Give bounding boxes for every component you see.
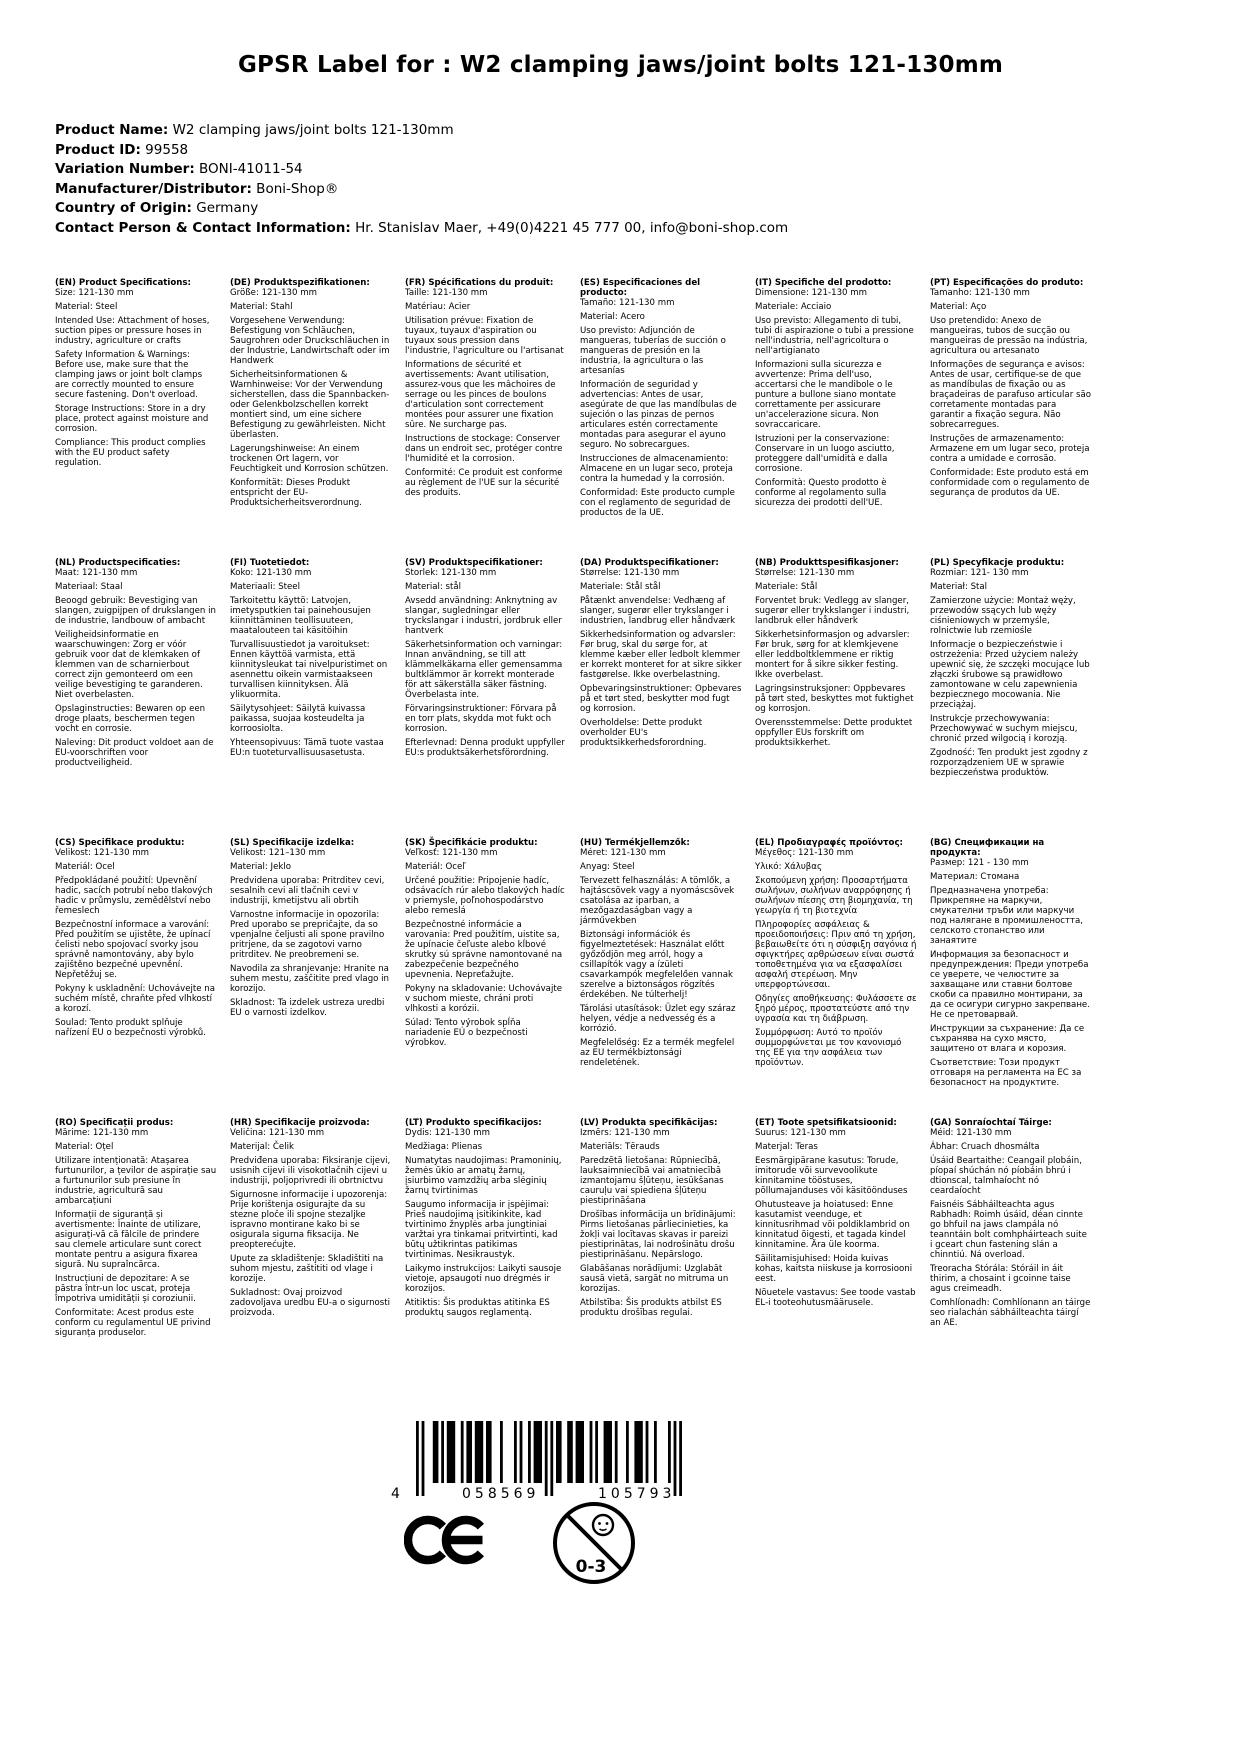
spec-block-line: Dimensione: 121-130 mm [755,288,867,298]
spec-block-fi [230,558,392,758]
spec-block-line: Opbevaringsinstruktioner: Opbevares på et tørt sted, beskytter mod fugt og korrosion. [580,684,742,714]
spec-block-line: Информация за безопасност и предупреждения: Преди употреба се уверете, че челюстите за захващане или ставни болтове скоби са правилно монтирани, за да се осигури сигурно закрепване. Не се претоварвай. [930,950,1090,1020]
barcode-right-group-digits: 105793 [598,1486,676,1502]
spec-block-line: Información de seguridad y advertencias: Antes de usar, asegúrate de que las mandíbulas de sujeción o las pinzas de pernos articulares estén correctamente montadas para asegurar el ayuno seguro. No sobrecargues. [580,380,737,450]
spec-block-line: Turvallisuustiedot ja varoitukset: Ennen käyttöä varmista, että kiinnitysleukat tai nivelpuristimet on asennettu oikein varmistaakseen turvallisen kiinnityksen. Älä ylikuormita. [230,640,388,700]
product-info-row [55,180,1155,200]
product-info-value: Hr. Stanislav Maer, +49(0)4221 45 777 00, info@boni-shop.com [350,219,789,236]
spec-block-header: (ES) Especificaciones del producto: [580,278,701,298]
spec-block-line: Informations de sécurité et avertissements: Avant utilisation, assurez-vous que les mâchoires de serrage ou les pinces de boulons d'articulation sont correctement montées pour assurer une fixation sûre. Ne surcharge pas. [405,360,556,430]
spec-block-line: Opslaginstructies: Bewaren op een droge plaats, beschermen tegen vocht en corrosie. [55,704,206,734]
spec-block-line: Utilizare intenționată: Atașarea furtunurilor, a țevilor de aspirație sau a furtunurilor sub presiune în industrie, agricultură sau ambarcațiuni [55,1156,217,1206]
spec-block-fr [405,278,567,498]
spec-block-header: (PL) Specyfikacje produktu: [930,558,1065,568]
spec-block-header: (HU) Termékjellemzők: [580,838,690,848]
spec-block-header: (NL) Productspecificaties: [55,558,181,568]
spec-block-line: Material: stål [405,582,462,592]
spec-block-line: Nõuetele vastavus: See toode vastab EL-i tooteohutusmäärusele. [755,1288,916,1308]
spec-block-line: Izmērs: 121-130 mm [580,1128,670,1138]
spec-block-line: Dydis: 121-130 mm [405,1128,491,1138]
spec-block-line: Materiál: Oceľ [405,862,466,872]
spec-block-line: Suurus: 121-130 mm [755,1128,846,1138]
product-info-value: Boni-Shop® [251,180,339,197]
product-info-value: 99558 [140,141,189,158]
spec-block-line: Koko: 121-130 mm [230,568,312,578]
spec-block-es [580,278,742,518]
spec-block-line: Naleving: Dit product voldoet aan de EU-voorschriften voor productveiligheid. [55,738,214,768]
spec-block-header: (FR) Spécifications du produit: [405,278,554,288]
age-warning-0-3-icon [549,1496,639,1590]
page-title: GPSR Label for : W2 clamping jaws/joint bolts 121-130mm [237,52,1004,78]
spec-block-line: Uso previsto: Adjunción de mangueras, tuberías de succión o mangueras de presión en la industria, la agricultura o las artesanías [580,326,726,376]
spec-block-line: Sikkerhedsinformation og advarsler: Før brug, skal du sørge for, at klemme kæber eller ledbolt klemmer er korrekt monteret for at sikre sikker fastgørelse. Ikke overbelastning. [580,630,742,680]
spec-block-line: Materiale: Stål [755,582,818,592]
spec-block-hu [580,838,742,1068]
spec-block-line: Materiaal: Staal [55,582,123,592]
spec-block-cs [55,838,217,1038]
spec-block-header: (DE) Produktspezifikationen: [230,278,370,288]
spec-block-lv [580,1118,742,1318]
spec-block-line: Säilytysohjeet: Säilytä kuivassa paikassa, suojaa kosteudelta ja korroosiolta. [230,704,366,734]
product-info-value: W2 clamping jaws/joint bolts 121-130mm [168,122,454,138]
product-info-row [55,160,1155,180]
product-info-label: Country of Origin: [55,200,192,216]
spec-block-line: Istruzioni per la conservazione: Conservare in un luogo asciutto, proteggere dall'umidità e dalla corrosione. [755,434,895,474]
spec-block-line: Instruções de armazenamento: Armazene em um lugar seco, proteja contra a umidade e corrosão. [930,434,1090,464]
spec-block-header: (FI) Tuotetiedot: [230,558,310,568]
spec-block-line: Medžiaga: Plienas [405,1142,483,1152]
spec-block-line: Laikymo instrukcijos: Laikyti sausoje vietoje, apsaugoti nuo drėgmės ir korozijos. [405,1264,562,1294]
spec-block-line: Navodila za shranjevanje: Hranite na suhem mestu, zaščitite pred vlago in korozijo. [230,964,389,994]
spec-block-ro [55,1118,217,1338]
spec-block-line: Materjal: Teras [755,1142,818,1152]
spec-block-line: Tarkoitettu käyttö: Latvojen, imetysputkien tai painehousujen kiinnittäminen teollisuuteen, maatalouteen tai käsitöihin [230,596,371,636]
spec-block-header: (SL) Specifikacije izdelka: [230,838,355,848]
spec-block-line: Intended Use: Attachment of hoses, suction pipes or pressure hoses in industry, agriculture or crafts [55,316,210,346]
spec-block-header: (GA) Sonraíochtaí Táirge: [930,1118,1052,1128]
spec-block-line: Forventet bruk: Vedlegg av slanger, sugerør eller trykkslanger i industri, landbruk eller håndverk [755,596,910,626]
spec-block-line: Paredzētā lietošana: Rūpniecībā, lauksaimniecībā vai amatniecībā izmantojamu šļūteņu, iesūkšanas cauruļu vai spiediena šļūteņu piestiprināšana [580,1156,724,1206]
spec-block-lt [405,1118,567,1318]
spec-block-sl [230,838,392,1018]
spec-block-line: Material: Acero [580,312,645,322]
spec-block-nl [55,558,217,768]
spec-block-line: Material: Stahl [230,302,293,312]
spec-block-line: Materiāls: Tērauds [580,1142,660,1152]
spec-block-hr [230,1118,392,1318]
spec-block-header: (LT) Produkto specifikacijos: [405,1118,542,1128]
spec-block-line: Beoogd gebruik: Bevestiging van slangen, zuigpijpen of drukslangen in de industrie, landbouw of ambacht [55,596,216,626]
spec-block-line: Efterlevnad: Denna produkt uppfyller EU:s produktsäkerhetsförordning. [405,738,565,758]
spec-block-line: Comhlíonadh: Comhlíonann an táirge seo rialachán sábháilteachta táirgí an AE. [930,1298,1091,1328]
spec-block-line: Eesmärgipärane kasutus: Torude, imitorude või survevoolikute kinnitamine tööstuses, põllumajanduses või käsitöönduses [755,1156,908,1196]
spec-block-line: Compliance: This product complies with the EU product safety regulation. [55,438,206,468]
product-info-row [55,199,1155,219]
spec-block-pt [930,278,1092,498]
spec-block-line: Material: Steel [55,302,118,312]
spec-block-line: Инструкции за съхранение: Да се съхранява на сухо място, защитено от влага и корозия. [930,1024,1085,1054]
spec-block-header: (RO) Specificații produs: [55,1118,174,1128]
spec-block-line: Materiál: Ocel [55,862,115,872]
spec-block-header: (PT) Especificações do produto: [930,278,1084,288]
product-info-label: Contact Person & Contact Information: [55,219,351,236]
spec-block-line: Säilitamisjuhised: Hoida kuivas kohas, kaitsta niiskuse ja korrosiooni eest. [755,1254,913,1284]
spec-block-line: Σκοπούμενη χρήση: Προσαρτήματα σωλήνων, σωλήνων αναρρόφησης ή σωλήνων πίεσης στη βιομηχανία, τη γεωργία ή τη βιοτεχνία [755,876,913,916]
spec-block-line: Förvaringsinstruktioner: Förvara på en torr plats, skydda mot fukt och korrosion. [405,704,557,734]
spec-block-header: (SK) Špecifikácie produktu: [405,838,538,848]
spec-block-header: (IT) Specifiche del prodotto: [755,278,892,288]
spec-block-line: Veľkosť: 121-130 mm [405,848,498,858]
spec-block-line: Storlek: 121-130 mm [405,568,497,578]
spec-block-line: Skladnost: Ta izdelek ustreza uredbi EU o varnosti izdelkov. [230,998,385,1018]
spec-block-line: Numatytas naudojimas: Pramoninių, žemės ūkio ar amatų žarnų, įsiurbimo vamzdžių arba slėginių žarnų tvirtinimas [405,1156,562,1196]
spec-block-line: Predvidena uporaba: Pritrditev cevi, sesalnih cevi ali tlačnih cevi v industriji, kmetijstvu ali obrtih [230,876,385,906]
spec-block-line: Materiale: Stål stål [580,582,661,592]
spec-block-line: Úsáid Beartaithe: Ceangail plobáin, píopaí shúchán nó píobáin bhrú i dtionscal, talmhaíocht nó ceardaíocht [930,1156,1082,1196]
product-info-label: Manufacturer/Distributor: [55,180,252,197]
spec-block-nb [755,558,917,748]
spec-block-line: Größe: 121-130 mm [230,288,317,298]
spec-block-line: Sukladnost: Ovaj proizvod zadovoljava uredbu EU-a o sigurnosti proizvoda. [230,1288,391,1318]
spec-block-line: Avsedd användning: Anknytning av slangar, sugledningar eller tryckslangar i industri, jordbruk eller hantverk [405,596,562,636]
spec-block-line: Zamierzone użycie: Montaż węży, przewodów ssących lub węży ciśnieniowych w przemyśle, rolnictwie lub rzemiośle [930,596,1076,636]
spec-block-de [230,278,392,508]
spec-block-sk [405,838,567,1048]
spec-block-line: Bezpečnostní informace a varování: Před použitím se ujistěte, že upínací čelisti nebo spojovací svorky jsou správně namontovány, aby bylo zajištěno bezpečné upevnění. Nepřetěžuj se. [55,920,211,980]
spec-block-line: Velikost: 121–130 mm [230,848,326,858]
spec-block-line: Megfelelőség: Ez a termék megfelel az EU termékbiztonsági rendeletének. [580,1038,735,1068]
spec-block-line: Lagerungshinweise: An einem trockenen Ort lagern, vor Feuchtigkeit und Korrosion schützen. [230,444,389,474]
spec-block-line: Sicherheitsinformationen & Warnhinweise: Vor der Verwendung sicherstellen, dass die Spannbacken- oder Gelenkbolzschellen korrekt montiert sind, um eine sichere Befestigung zu gewährleisten. Nicht überlasten. [230,370,390,440]
spec-block-line: Material: Jeklo [230,862,291,872]
spec-block-line: Lagringsinstruksjoner: Oppbevares på tørt sted, beskyttes mot fuktighet og korrosjon. [755,684,914,714]
spec-block-line: Biztonsági információk és figyelmeztetések: Használat előtt győződjön meg arról, hogy a csillapítók vagy a ízületi csavarkampók megfelelően vannak szerelve a biztonságos rögzítés érdekében. Ne túlterhelj! [580,930,733,1000]
spec-block-line: Yhteensopivuus: Tämä tuote vastaa EU:n tuoteturvallisuusasetusta. [230,738,384,758]
spec-block-header: (HR) Specifikacije proizvoda: [230,1118,370,1128]
product-info-label: Product Name: [55,122,169,138]
spec-block-line: Størrelse: 121-130 mm [580,568,680,578]
spec-block-line: Ábhar: Cruach dhosmálta [930,1142,1040,1152]
spec-block-line: Saugumo informacija ir įspėjimai: Prieš naudojimą įsitikinkite, kad tvirtinimo žnyplės arba jungtiniai varžtai yra tinkamai pritvirtinti, kad būtų užtikrintas patikimas tvirtinimas. Nesikraustyk. [405,1200,558,1260]
spec-block-line: Tárolási utasítások: Üzlet egy száraz helyen, védje a nedvesség és a korrózió. [580,1004,736,1034]
spec-block-line: Overensstemmelse: Dette produktet oppfyller EUs forskrift om produktsikkerhet. [755,718,913,748]
spec-block-line: Matériau: Acier [405,302,471,312]
spec-block-line: Säkerhetsinformation och varningar: Innan användning, se till att klämmelkäkarna eller gemensamma bultklämmor är korrekt monterade för att säkerställa säker fästning. Överbelasta inte. [405,640,563,700]
spec-block-line: Veiligheidsinformatie en waarschuwingen: Zorg er vóór gebruik voor dat de klemkaken of klemmen van de scharnierbout correct zijn gemonteerd om een veilige bevestiging te garanderen. Niet overbelasten. [55,630,203,700]
spec-block-line: Atbilstība: Šis produkts atbilst ES produktu drošības regulai. [580,1298,722,1318]
product-info-label: Variation Number: [55,161,195,177]
spec-block-line: Μέγεθος: 121-130 mm [755,848,854,858]
spec-block-line: Conformitate: Acest produs este conform cu regulamentul UE privind siguranța produselor. [55,1308,211,1338]
spec-block-line: Materijal: Čelik [230,1142,294,1152]
spec-block-line: Určené použitie: Pripojenie hadíc, odsávacích rúr alebo tlakových hadíc v priemysle, poľnohospodárstvo alebo remeslá [405,876,565,916]
baby-face-icon [593,1515,613,1535]
spec-block-line: Conformità: Questo prodotto è conforme al regolamento sulla sicurezza dei prodotti dell'UE. [755,478,887,508]
spec-block-el [755,838,917,1068]
spec-block-line: Pokyny na skladovanie: Uchovávajte v suchom mieste, chráni proti vlhkosti a korózii. [405,984,562,1014]
spec-block-line: Material: Aço [930,302,987,312]
product-info [55,121,1155,238]
spec-block-ga [930,1118,1092,1328]
spec-block-line: Safety Information & Warnings: Before use, make sure that the clamping jaws or joint bolt clamps are correctly mounted to ensure secure fastening. Don't overload. [55,350,203,400]
spec-block-line: Méid: 121-130 mm [930,1128,1012,1138]
spec-block-line: Conformidad: Este producto cumple con el reglamento de seguridad de productos de la UE. [580,488,735,518]
spec-block-line: Informazioni sulla sicurezza e avvertenze: Prima dell'uso, accertarsi che le mandibole o le punture a bullone siano montate correttamente per assicurare un'accelerazione sicura. Non sovraccaricare. [755,360,896,430]
spec-block-line: Pokyny k uskladnění: Uchovávejte na suchém místě, chraňte před vlhkostí a korozí. [55,984,215,1014]
spec-block-bg [930,838,1092,1088]
spec-block-line: Οδηγίες αποθήκευσης: Φυλάσσετε σε ξηρό μέρος, προστατεύστε από την υγρασία και τη διάβρωση. [755,994,917,1024]
spec-block-line: Anyag: Steel [580,862,635,872]
spec-block-header: (DA) Produktspecifikationer: [580,558,719,568]
spec-block-line: Sigurnosne informacije i upozorenja: Prije korištenja osigurajte da su stezne ploče ili spojne stezaljke ispravno montirane kako bi se osigurala sigurna fiksacija. Ne preopterećujte. [230,1190,388,1250]
spec-block-line: Instructions de stockage: Conserver dans un endroit sec, protéger contre l'humidité et la corrosion. [405,434,563,464]
spec-block-line: Varnostne informacije in opozorila: Pred uporabo se prepričajte, da so vpenjalne čeljusti ali spone pravilno pritrjene, da se zagotovi varno pritrditev. Ne preobremeni se. [230,910,385,960]
spec-block-line: Størrelse: 121-130 mm [755,568,855,578]
spec-block-line: Faisnéis Sábháilteachta agus Rabhadh: Roimh úsáid, déan cinnte go bhfuil na jaws clampála nó teanntáin bolt comhpháirteach suite i gceart chun fastening slán a chinntiú. Ná overload. [930,1200,1087,1260]
spec-block-header: (CS) Specifikace produktu: [55,838,185,848]
spec-grid [55,278,1092,1398]
spec-block-line: Tervezett felhasználás: A tömlők, a hajtáscsövek vagy a nyomáscsövek csatolása az iparban, a mezőgazdaságban vagy a járművekben [580,876,735,926]
spec-block-line: Uso previsto: Allegamento di tubi, tubi di aspirazione o tubi a pressione nell'industria, nell'agricoltura o nell'artigianato [755,316,914,356]
ce-mark-icon [404,1512,490,1568]
spec-block-pl [930,558,1092,778]
spec-block-line: Materiale: Acciaio [755,302,832,312]
spec-block-line: Súlad: Tento výrobok spĺňa nariadenie EÚ o bezpečnosti výrobkov. [405,1018,528,1048]
spec-block-line: Taille: 121-130 mm [405,288,488,298]
product-info-value: Germany [191,200,259,216]
spec-block-line: Utilisation prévue: Fixation de tuyaux, tuyaux d'aspiration ou tuyaux sous pression dans l'industrie, l'agriculture ou l'artisanat [405,316,564,356]
barcode-left-group-digits: 058569 [462,1486,540,1502]
spec-block-line: Instrucciones de almacenamiento: Almacene en un lugar seco, proteja contra la humedad y la corrosión. [580,454,733,484]
spec-block-line: Material: Oțel [55,1142,114,1152]
spec-block-line: Informații de siguranță și avertismente: Înainte de utilizare, asigurați-vă că fălcile de prindere sau clemele articulare sunt corect montate pentru a asigura fixarea sigură. Nu supraîncărca. [55,1210,202,1270]
spec-block-line: Upute za skladištenje: Skladištiti na suhom mjestu, zaštititi od vlage i korozije. [230,1254,384,1284]
spec-block-line: Υλικό: Χάλυβας [755,862,822,872]
spec-block-line: Předpokládané použití: Upevnění hadic, sacích potrubí nebo tlakových hadic v průmyslu, zemědělství nebo řemeslech [55,876,213,916]
spec-block-line: Vorgesehene Verwendung: Befestigung von Schläuchen, Saugrohren oder Druckschläuchen in der Industrie, Landwirtschaft oder im Handwerk [230,316,390,366]
spec-block-line: Συμμόρφωση: Αυτό το προϊόν συμμορφώνεται με τον κανονισμό της ΕΕ για την ασφάλεια των προϊόντων. [755,1028,902,1068]
spec-block-sv [405,558,567,758]
spec-block-line: Glabāšanas norādījumi: Uzglabāt sausā vietā, sargāt no mitruma un korozijas. [580,1264,729,1294]
spec-block-line: Informações de segurança e avisos: Antes de usar, certifique-se de que as mandíbulas de fixação ou as braçadeiras de parafuso articular são corretamente montadas para garantir a fixação segura. Não sobrecarregues. [930,360,1091,430]
age-warning-label: 0-3 [575,1557,607,1577]
spec-block-header: (EL) Προδιαγραφές προϊόντος: [755,838,903,848]
spec-block-line: Maat: 121-130 mm [55,568,138,578]
spec-block-line: Påtænkt anvendelse: Vedhæng af slanger, sugerør eller trykslanger i industrien, landbrug eller håndværk [580,596,736,626]
spec-block-line: Mărime: 121-130 mm [55,1128,149,1138]
spec-block-line: Informacje o bezpieczeństwie i ostrzeżenia: Przed użyciem należy upewnić się, że szczęki mocujące lub złączki śrubowe są prawidłowo zamontowane w celu zapewnienia bezpiecznego mocowania. Nie przeciążaj. [930,640,1090,710]
spec-block-line: Materiaali: Steel [230,582,300,592]
spec-block-header: (SV) Produktspecifikationer: [405,558,543,568]
spec-block-line: Размер: 121 - 130 mm [930,858,1029,868]
spec-block-line: Instrukcje przechowywania: Przechowywać w suchym miejscu, chronić przed wilgocią i korozją. [930,714,1078,744]
spec-block-en [55,278,217,468]
spec-block-line: Πληροφορίες ασφάλειας & προειδοποιήσεις: Πριν από τη χρήση, βεβαιωθείτε ότι η σύσφιξη σαγόνια ή σφιγκτήρες αρθρώσεων είναι σωστά τοποθετημένα για να εξασφαλίσει ασφαλή στερέωση. Μην υπερφορτώνεσαι. [755,920,917,990]
spec-block-line: Veličina: 121-130 mm [230,1128,325,1138]
spec-block-line: Tamaño: 121-130 mm [580,298,675,308]
barcode-image [416,1421,682,1496]
spec-block-line: Conformité: Ce produit est conforme au règlement de l'UE sur la sécurité des produits. [405,468,563,498]
spec-block-line: Atitiktis: Šis produktas atitinka ES produktų saugos reglamentą. [405,1298,550,1318]
spec-block-et [755,1118,917,1308]
spec-block-header: (NB) Produkttspesifikasjoner: [755,558,899,568]
barcode-first-digit: 4 [391,1486,400,1502]
spec-block-line: Méret: 121-130 mm [580,848,666,858]
spec-block-line: Bezpečnostné informácie a varovania: Pred použitím, uistite sa, že upínacie čeľuste alebo kĺbové skrutky sú správne namontované na zabezpečenie bezpečného upevnenia. Nepreťažujte. [405,920,563,980]
spec-block-line: Материал: Стомана [930,872,1020,882]
spec-block-line: Velikost: 121-130 mm [55,848,150,858]
product-info-row [55,121,1155,141]
spec-block-line: Drošības informācija un brīdinājumi: Pirms lietošanas pārliecinieties, ka žokļi vai locītavas skavas ir pareizi piestiprinātas, lai nodrošinātu drošu piestiprināšanu. Nepārslogo. [580,1210,736,1260]
spec-block-header: (ET) Toote spetsifikatsioonid: [755,1118,897,1128]
spec-block-line: Konformität: Dieses Produkt entspricht der EU-Produktsicherheitsverordnung. [230,478,362,508]
spec-block-header: (EN) Product Specifications: [55,278,191,288]
spec-block-line: Zgodność: Ten produkt jest zgodny z rozporządzeniem UE w sprawie bezpieczeństwa produktów. [930,748,1088,778]
product-info-row [55,141,1155,161]
spec-block-line: Materiał: Stal [930,582,988,592]
spec-block-line: Size: 121-130 mm [55,288,134,298]
spec-block-line: Soulad: Tento produkt splňuje nařízení EU o bezpečnosti výrobků. [55,1018,206,1038]
spec-block-line: Instrucțiuni de depozitare: A se păstra într-un loc uscat, proteja împotriva umidității și coroziunii. [55,1274,196,1304]
spec-block-line: Overholdelse: Dette produkt overholder EU's produktsikkerhedsforordning. [580,718,707,748]
spec-block-line: Storage Instructions: Store in a dry place, protect against moisture and corrosion. [55,404,209,434]
spec-block-line: Conformidade: Este produto está em conformidade com o regulamento de segurança de produtos da UE. [930,468,1090,498]
spec-block-header: (LV) Produkta specifikācijas: [580,1118,718,1128]
product-info-label: Product ID: [55,141,141,158]
spec-block-line: Sikkerhetsinformasjon og advarsler: Før bruk, sørg for at klemkjevene eller leddboltklemmene er riktig montert for å sikre sikker festing. Ikke overbelast. [755,630,910,680]
spec-block-line: Treoracha Stórála: Stóráil in áit thirim, a chosaint i gcoinne taise agus creimeadh. [930,1264,1071,1294]
spec-block-line: Predviđena uporaba: Fiksiranje cijevi, usisnih cijevi ili visokotlačnih cijevi u industriji, poljoprivredi ili obrtnictvu [230,1156,391,1186]
spec-block-line: Rozmiar: 121- 130 mm [930,568,1029,578]
spec-block-line: Съответствие: Този продукт отговаря на регламента на ЕС за безопасност на продуктите. [930,1058,1082,1088]
spec-block-header: (BG) Спецификации на продукта: [930,838,1045,858]
product-info-value: BONI-41011-54 [194,161,303,177]
spec-block-line: Uso pretendido: Anexo de mangueiras, tubos de sucção ou mangueiras de pressão na indústria, agricultura ou artesanato [930,316,1088,356]
spec-block-da [580,558,742,748]
spec-block-line: Tamanho: 121-130 mm [930,288,1030,298]
product-info-row [55,219,1155,239]
spec-block-it [755,278,917,508]
spec-block-line: Ohutusteave ja hoiatused: Enne kasutamist veenduge, et kinnitusrihmad või poldiklambrid on kinnitatud õigesti, et tagada kindel kinnitamine. Ära üle koorma. [755,1200,910,1250]
spec-block-line: Предназначена употреба: Прикрепяне на маркучи, смукателни тръби или маркучи под налягане в промишлеността, селското стопанство или занаятите [930,886,1083,946]
